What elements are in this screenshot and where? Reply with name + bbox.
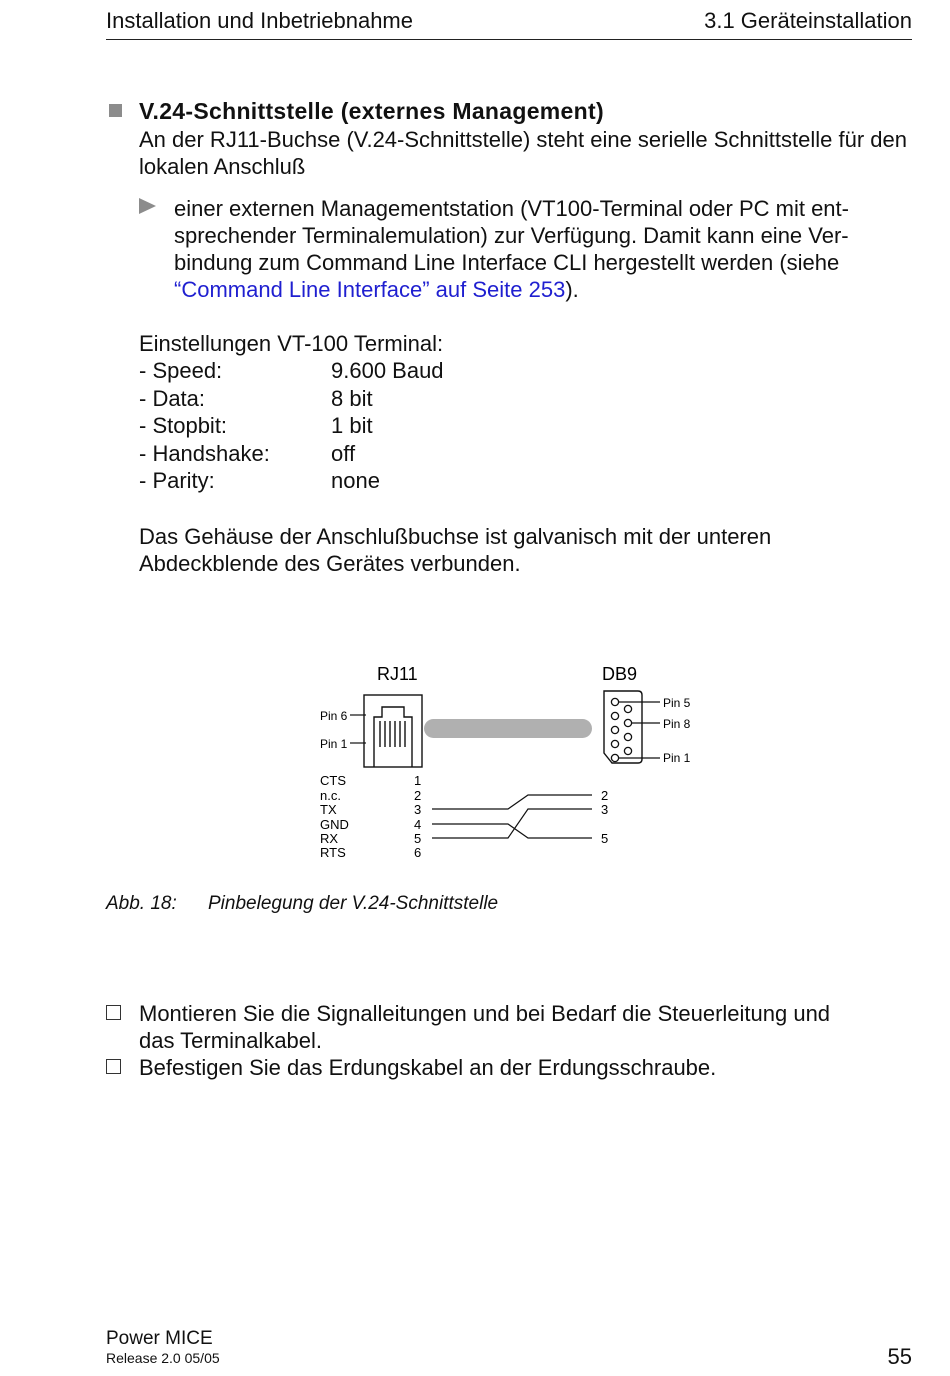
setting-value-stopbit: 1 bit xyxy=(331,413,373,438)
bullet-line: sprechender Terminalemulation) zur Verfügung. Damit kann eine Ver- xyxy=(174,223,849,248)
rj-pin-number: 4 xyxy=(414,817,422,832)
header-rule xyxy=(106,39,912,40)
db-pin-number: 5 xyxy=(601,831,609,846)
setting-value-speed: 9.600 Baud xyxy=(331,358,444,383)
bullet-triangle-icon xyxy=(139,198,156,214)
section-square-icon xyxy=(109,104,122,117)
setting-value-data: 8 bit xyxy=(331,386,373,411)
db-pin-number: 3 xyxy=(601,802,609,817)
db-pin-label: Pin 5 xyxy=(663,696,691,710)
housing-note: Das Gehäuse der Anschlußbuchse ist galvanisch mit der unteren Abdeckblende des Gerätes verbunden. xyxy=(139,524,772,576)
checkbox-icon[interactable] xyxy=(106,1005,121,1020)
section-title: V.24-Schnittstelle (externes Management) xyxy=(139,98,604,124)
checklist-line: Montieren Sie die Signalleitungen und bei Bedarf die Steuerleitung und xyxy=(139,1001,831,1026)
db9-pins xyxy=(611,698,631,761)
bullet-line: bindung zum Command Line Interface CLI hergestellt werden (siehe xyxy=(174,250,840,275)
setting-label-speed: - Speed: xyxy=(139,358,223,383)
setting-value-parity: none xyxy=(331,468,380,493)
wiring-lines xyxy=(432,795,592,838)
signal-label: TX xyxy=(320,802,337,817)
checkbox-icon[interactable] xyxy=(106,1059,121,1074)
rj-pin-number: 3 xyxy=(414,802,422,817)
db9-label: DB9 xyxy=(602,664,638,684)
bullet-line: einer externen Managementstation (VT100-Terminal oder PC mit ent- xyxy=(174,196,849,221)
signal-label: CTS xyxy=(320,773,346,788)
rj11-label: RJ11 xyxy=(377,664,418,684)
footer-release: Release 2.0 05/05 xyxy=(106,1350,220,1366)
setting-label-data: - Data: xyxy=(139,386,206,411)
figure-caption-text: Pinbelegung der V.24-Schnittstelle xyxy=(208,893,499,914)
cross-reference-link[interactable]: “Command Line Interface” auf Seite 253 xyxy=(174,277,566,302)
running-header-right: 3.1 Geräteinstallation xyxy=(704,8,912,33)
signal-label: GND xyxy=(320,817,349,832)
intro-paragraph: An der RJ11-Buchse (V.24-Schnittstelle) steht eine serielle Schnittstelle für den lokalen Anschluß xyxy=(139,127,907,179)
settings-title: Einstellungen VT-100 Terminal: xyxy=(139,331,444,356)
checklist-item xyxy=(139,1000,929,1054)
bullet-paragraph xyxy=(174,195,919,303)
signal-label: RTS xyxy=(320,845,346,860)
pinout-diagram xyxy=(300,655,720,870)
rj-pin-number: 1 xyxy=(414,773,422,788)
db-pin-number: 2 xyxy=(601,788,609,803)
rj11-connector xyxy=(364,695,422,767)
checklist-line: das Terminalkabel. xyxy=(139,1028,323,1053)
rj-pin-number: 5 xyxy=(414,831,422,846)
rj-pin-label: Pin 6 xyxy=(320,709,348,723)
running-header-left: Installation und Inbetriebnahme xyxy=(106,8,413,33)
figure-caption-label: Abb. 18: xyxy=(106,893,177,914)
setting-label-handshake: - Handshake: xyxy=(139,441,270,466)
checklist-item xyxy=(139,1054,929,1081)
setting-label-stopbit: - Stopbit: xyxy=(139,413,228,438)
cable-shape xyxy=(424,719,592,738)
checklist-line: Befestigen Sie das Erdungskabel an der Erdungsschraube. xyxy=(139,1055,717,1080)
rj-pin-number: 2 xyxy=(414,788,422,803)
rj-pin-label: Pin 1 xyxy=(320,737,348,751)
setting-value-handshake: off xyxy=(331,441,356,466)
db-pin-label: Pin 1 xyxy=(663,751,691,765)
rj-pin-number: 6 xyxy=(414,845,422,860)
link-suffix: ). xyxy=(565,277,579,302)
page-number: 55 xyxy=(887,1344,912,1369)
setting-label-parity: - Parity: xyxy=(139,468,215,493)
signal-label: n.c. xyxy=(320,788,341,803)
footer-product: Power MICE xyxy=(106,1328,213,1349)
db-pin-label: Pin 8 xyxy=(663,717,691,731)
signal-label: RX xyxy=(320,831,339,846)
